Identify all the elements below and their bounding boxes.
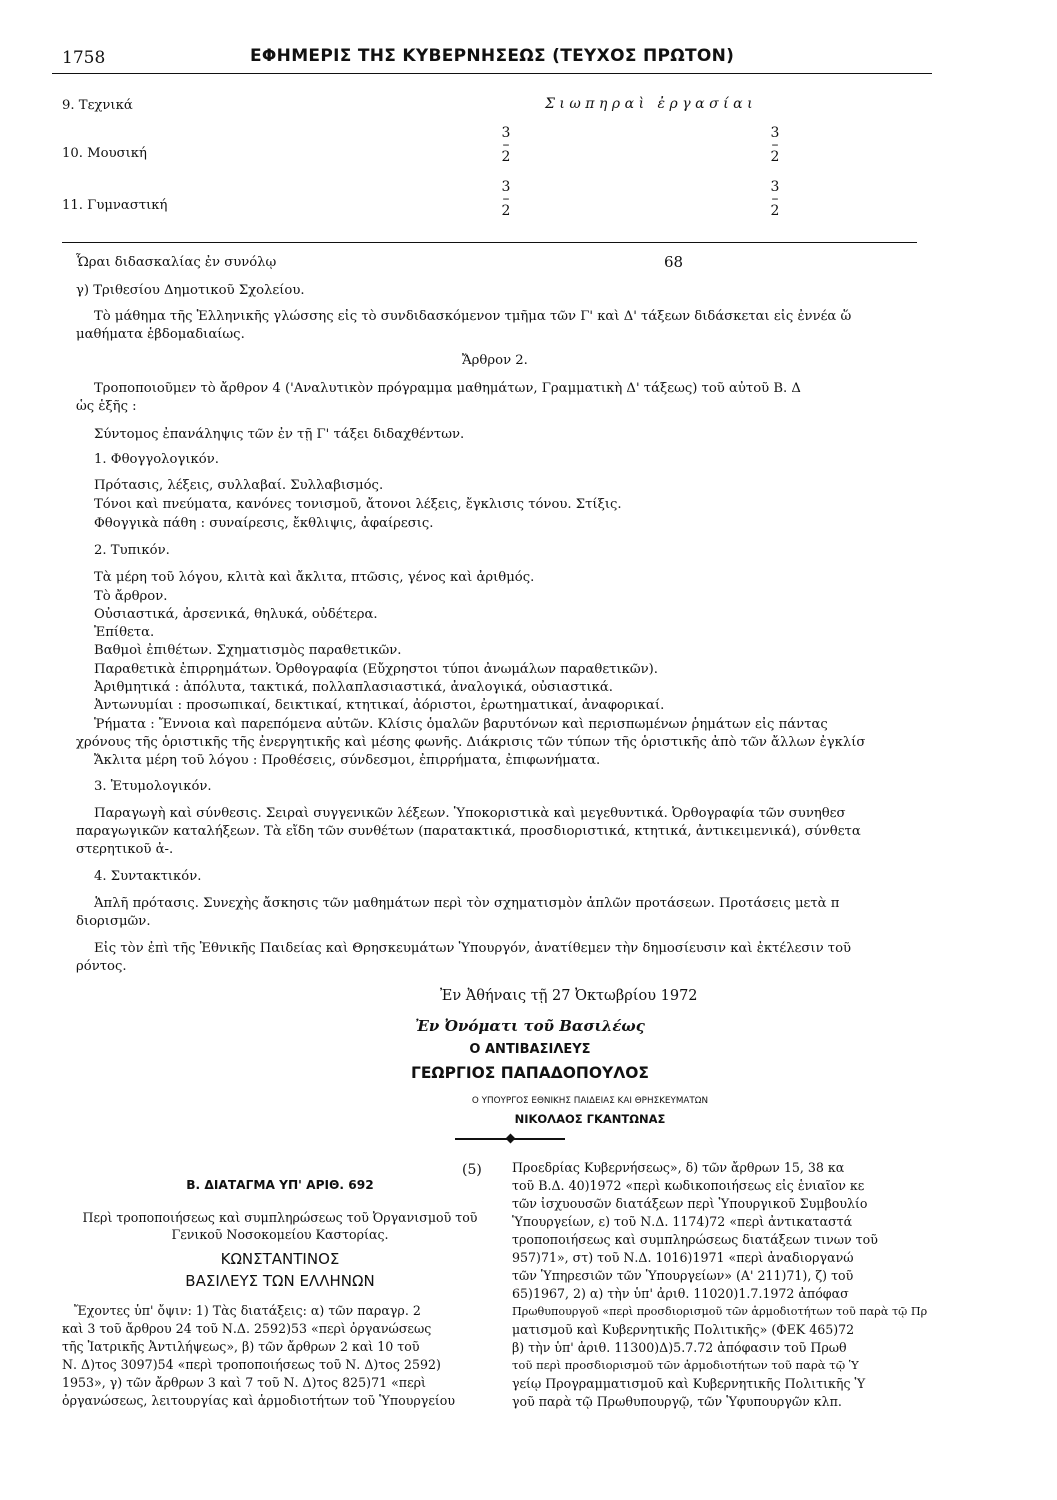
body-line: παραγωγικῶν καταλήξεων. Τὰ εἴδη τῶν συνθέτων (παρατακτικά, προσδιοριστικά, κτητικά, ἀντικειμενικά), σύνθετα [76,824,861,839]
body-line: Ἀντωνυμίαι : προσωπικαί, δεικτικαί, κτητικαί, ἀόριστοι, ἐρωτηματικαί, ἀναφορικαί. [94,698,665,713]
section-heading: γ) Τριθεσίου Δημοτικοῦ Σχολείου. [76,283,305,298]
decree-text-line: τῶν ἰσχυουσῶν διατάξεων περὶ Ὑπουργικοῦ Συμβουλίο [512,1196,868,1211]
body-line: Παραγωγὴ καὶ σύνθεσις. Σειραὶ συγγενικῶν λέξεων. Ὑποκοριστικὰ καὶ μεγεθυντικά. Ὀρθογραφία τῶν συνηθεσ [94,806,846,821]
decree-text-line: Ἔχοντες ὑπ' ὄψιν: 1) Τὰς διατάξεις: α) τῶν παραγρ. 2 [74,1303,421,1318]
decree-text-line: τῶν Ὑπηρεσιῶν τῶν Ὑπουργείων» (Α' 211)71), ζ) τοῦ [512,1268,854,1283]
body-line: Παραθετικὰ ἐπιρρημάτων. Ὀρθογραφία (Εὔχρηστοι τύποι ἀνωμάλων παραθετικῶν). [94,662,658,677]
section-divider-ornament [455,1134,565,1144]
decree-text-line: Πρωθυπουργοῦ «περὶ προσδιορισμοῦ τῶν ἁρμοδιοτήτων τοῦ παρὰ τῷ Πρ [512,1305,928,1318]
body-line: διορισμῶν. [76,914,151,929]
decree-text-line: τοῦ περὶ προσδιορισμοῦ τῶν ἁρμοδιοτήτων τοῦ παρὰ τῷ Ὑ [512,1358,859,1372]
regent-name: ΓΕΩΡΓΙΟΣ ΠΑΠΑΔΟΠΟΥΛΟΣ [410,1064,650,1082]
fraction-bar: – [771,191,779,207]
decree-text-line: γείῳ Προγραμματισμοῦ καὶ Κυβερνητικῆς Πολιτικῆς Ὑ [512,1376,866,1391]
schedule-note: Σιωπηραὶ ἐργασίαι [545,96,758,112]
subsection-heading: 1. Φθογγολογικόν. [94,452,219,467]
hours-fraction [763,126,787,164]
body-line: Σύντομος ἐπανάληψις τῶν ἐν τῇ Γ' τάξει διδαχθέντων. [94,427,465,442]
decree-text-line: 1953», γ) τῶν ἄρθρων 3 καὶ 7 τοῦ Ν. Δ)τος 825)71 «περὶ [62,1375,426,1390]
total-hours-label: Ὧραι διδασκαλίας ἐν συνόλῳ [76,255,277,270]
date-place: Ἐν Ἀθήναις τῇ 27 Ὀκτωβρίου 1972 [440,988,698,1004]
fraction-bar: – [502,191,510,207]
decree-number-tag: (5) [462,1162,482,1178]
body-line: ὡς ἑξῆς : [76,399,137,414]
article-heading: Ἄρθρον 2. [462,353,528,368]
in-name-of-king: Ἐν Ὀνόματι τοῦ Βασιλέως [415,1017,645,1035]
body-line: ρόντος. [76,959,127,974]
body-line: Φθογγικὰ πάθη : συναίρεσις, ἔκθλιψις, ἀφαίρεσις. [94,516,434,531]
fraction-bar: – [771,137,779,153]
subsection-heading: 3. Ἐτυμολογικόν. [94,779,212,794]
minister-name: ΝΙΚΟΛΑΟΣ ΓΚΑΝΤΩΝΑΣ [514,1112,666,1126]
hours-denominator: 2 [501,203,511,219]
decree-text-line: ὀργανώσεως, λειτουργίας καὶ ἁρμοδιοτήτων τοῦ Ὑπουργείου [62,1393,456,1408]
header-rule [52,73,932,74]
hours-fraction [763,180,787,218]
decree-text-line: τοῦ Β.Δ. 40)1972 «περὶ κωδικοποιήσεως εἰς ἑνιαῖον κε [512,1178,865,1193]
decree-text-line: β) τὴν ὑπ' ἀριθ. 11300)Δ)5.7.72 ἀπόφασιν τοῦ Πρωθ [512,1340,847,1355]
body-line: Πρότασις, λέξεις, συλλαβαί. Συλλαβισμός. [94,478,384,493]
body-line: Οὐσιαστικά, ἀρσενικά, θηλυκά, οὐδέτερα. [94,607,378,622]
page-number: 1758 [62,48,106,68]
decree-text-line: 65)1967, 2) α) τὴν ὑπ' ἀριθ. 11020)1.7.1972 ἀπόφασ [512,1286,849,1301]
decree-text-line: 957)71», στ) τοῦ Ν.Δ. 1016)1971 «περὶ ἀναδιοργανώ [512,1250,854,1265]
body-line: στερητικοῦ ἀ-. [76,842,174,857]
subsection-heading: 4. Συντακτικόν. [94,869,202,884]
total-hours-value: 68 [664,253,684,271]
decree-text-line: Ὑπουργείων, ε) τοῦ Ν.Δ. 1174)72 «περὶ ἀντικαταστά [512,1214,853,1229]
schedule-row-label: 10. Μουσική [62,146,147,161]
decree-text-line: γοῦ παρὰ τῷ Πρωθυπουργῷ, τῶν Ὑφυπουργῶν κλπ. [512,1394,842,1409]
hours-fraction [494,180,518,218]
decree-text-line: καὶ 3 τοῦ ἄρθρου 24 τοῦ Ν.Δ. 2592)53 «περὶ ὀργανώσεως [62,1321,432,1336]
hours-numerator: 3 [501,125,511,141]
decree-text-line: Ν. Δ)τος 3097)54 «περὶ τροποποιήσεως τοῦ Ν. Δ)τος 2592) [62,1357,441,1372]
decree-subject: Περὶ τροποποιήσεως καὶ συμπληρώσεως τοῦ Ὀργανισμοῦ τοῦ [82,1210,478,1225]
decree-text-line: ματισμοῦ καὶ Κυβερνητικῆς Πολιτικῆς» (ΦΕΚ 465)72 [512,1322,855,1337]
hours-fraction [494,126,518,164]
gazette-title: ΕΦΗΜΕΡΙΣ ΤΗΣ ΚΥΒΕΡΝΗΣΕΩΣ (ΤΕΥΧΟΣ ΠΡΩΤΟΝ) [250,46,735,66]
body-line: Τὸ μάθημα τῆς Ἑλληνικῆς γλώσσης εἰς τὸ συνδιδασκόμενον τμῆμα τῶν Γ' καὶ Δ' τάξεων διδάσκεται εἰς ἐννέα ὥ [94,309,852,324]
body-line: Ἀριθμητικά : ἀπόλυτα, τακτικά, πολλαπλασιαστικά, ἀναλογικά, οὐσιαστικά. [94,680,614,695]
king-title: ΒΑΣΙΛΕΥΣ ΤΩΝ ΕΛΛΗΝΩΝ [185,1272,375,1290]
king-name: ΚΩΝΣΤΑΝΤΙΝΟΣ [220,1250,340,1268]
subsection-heading: 2. Τυπικόν. [94,543,170,558]
body-line: μαθήματα ἑβδομαδιαίως. [76,327,245,342]
schedule-row-label: 11. Γυμναστική [62,198,168,213]
body-line: Τροποποιοῦμεν τὸ ἄρθρον 4 ('Αναλυτικὸν πρόγραμμα μαθημάτων, Γραμματικὴ Δ' τάξεως) τοῦ αὐτοῦ Β. Δ [94,381,801,396]
decree-text-line: Προεδρίας Κυβερνήσεως», δ) τῶν ἄρθρων 15, 38 κα [512,1160,845,1175]
body-line: Ἐπίθετα. [94,625,155,640]
table-rule [62,242,917,243]
decree-heading: Β. ΔΙΑΤΑΓΜΑ ΥΠ' ΑΡΙΘ. 692 [186,1178,374,1192]
body-line: χρόνους τῆς ὁριστικῆς τῆς ἐνεργητικῆς καὶ μέσης φωνῆς. Διάκρισις τῶν τύπων τῆς ὁριστικῆς ἀπὸ τῶν ἄλλων ἐγκλίσ [76,735,866,750]
minister-title: Ο ΥΠΟΥΡΓΟΣ ΕΘΝΙΚΗΣ ΠΑΙΔΕΙΑΣ ΚΑΙ ΘΡΗΣΚΕΥΜΑΤΩΝ [471,1096,709,1106]
body-line: Τόνοι καὶ πνεύματα, κανόνες τονισμοῦ, ἄτονοι λέξεις, ἔγκλισις τόνου. Στίξις. [94,497,622,512]
schedule-row-label: 9. Τεχνικά [62,98,133,113]
body-line: Ἁπλῆ πρότασις. Συνεχὴς ἄσκησις τῶν μαθημάτων περὶ τὸν σχηματισμὸν ἁπλῶν προτάσεων. Προτάσεις μετὰ π [94,896,840,911]
regent-title: Ο ΑΝΤΙΒΑΣΙΛΕΥΣ [469,1042,591,1057]
hours-numerator: 3 [770,179,780,195]
decree-text-line: τροποποιήσεως καὶ συμπληρώσεως διατάξεων τινων τοῦ [512,1232,878,1247]
hours-denominator: 2 [770,149,780,165]
divider-diamond [506,1134,516,1144]
hours-numerator: 3 [770,125,780,141]
body-line: Εἰς τὸν ἐπὶ τῆς Ἐθνικῆς Παιδείας καὶ Θρησκευμάτων Ὑπουργόν, ἀνατίθεμεν τὴν δημοσίευσιν καὶ ἐκτέλεσιν τοῦ [94,941,852,956]
decree-subject: Γενικοῦ Νοσοκομείου Καστορίας. [171,1227,389,1242]
hours-denominator: 2 [501,149,511,165]
hours-numerator: 3 [501,179,511,195]
hours-denominator: 2 [770,203,780,219]
body-line: Ἄκλιτα μέρη τοῦ λόγου : Προθέσεις, σύνδεσμοι, ἐπιρρήματα, ἐπιφωνήματα. [94,753,601,768]
body-line: Τὸ ἄρθρον. [94,589,168,604]
body-line: Ῥήματα : Ἔννοια καὶ παρεπόμενα αὐτῶν. Κλίσις ὁμαλῶν βαρυτόνων καὶ περισπωμένων ῥημάτων εἰς πάντας [94,717,828,732]
body-line: Βαθμοὶ ἐπιθέτων. Σχηματισμὸς παραθετικῶν. [94,643,402,658]
body-line: Τὰ μέρη τοῦ λόγου, κλιτὰ καὶ ἄκλιτα, πτῶσις, γένος καὶ ἀριθμός. [94,570,535,585]
fraction-bar: – [502,137,510,153]
decree-text-line: τῆς Ἰατρικῆς Ἀντιλήψεως», β) τῶν ἄρθρων 2 καὶ 10 τοῦ [62,1339,420,1354]
